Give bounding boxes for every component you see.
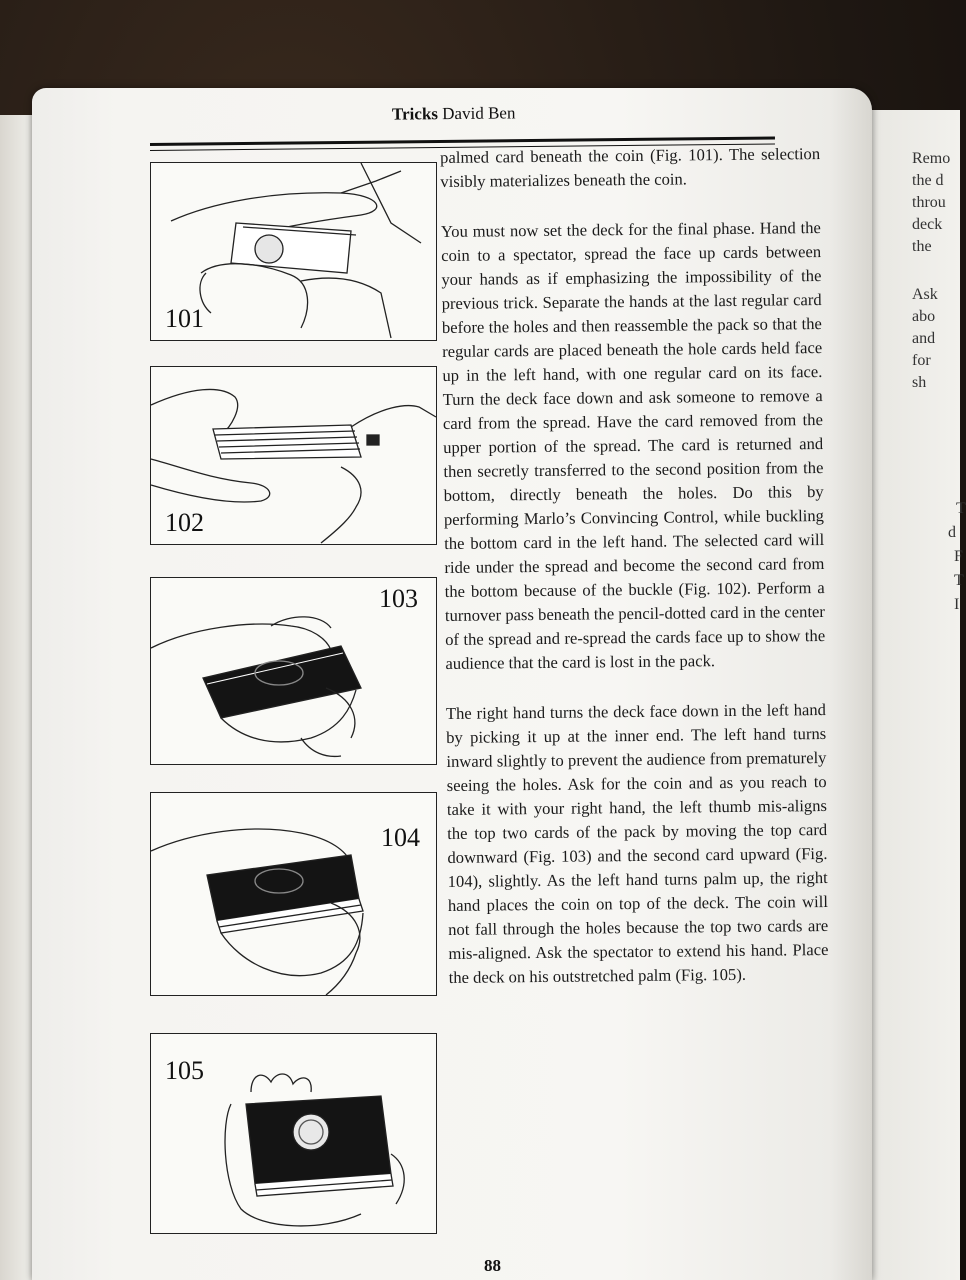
figure-105 [150, 1033, 437, 1234]
figure-number: 101 [165, 304, 204, 333]
facing-fragment: T [954, 572, 964, 589]
figure-number: 102 [165, 508, 204, 537]
facing-fragment: for [912, 352, 931, 369]
facing-fragment: and [912, 330, 936, 347]
facing-fragment: F [954, 548, 963, 565]
facing-fragment: Ask [912, 286, 938, 303]
facing-fragment: d [948, 524, 956, 541]
facing-fragment: abo [912, 308, 936, 325]
facing-fragment: T [956, 500, 966, 517]
figure-number: 105 [165, 1056, 204, 1085]
facing-fragment: deck [912, 216, 943, 233]
facing-fragment: the d [912, 172, 944, 189]
figure-103 [150, 577, 437, 765]
paragraph: You must now set the deck for the final phase. Hand the coin to a spectator, spread the face up cards between your hands as if emphasizing the impossibility of the previous trick. Separate the hands at the last regular card before the holes and then reassemble the pack so that the regular cards are placed beneath the hole cards held face up in the left hand, with one regular card on its face. Turn the deck face down and ask someone to remove a card from the spread. Have the card removed from the upper portion of the spread. The card is returned and then secretly transferred to the second position from the bottom, directly beneath the holes. Do this by performing Marlo’s Convincing Control, while buckling the bottom card in the left hand. The selected card will ride under the spread and become the second card from the bottom because of the buckle (Fig. 102). Perform a turnover pass beneath the pencil-dotted card in the center of the spread and re-spread the cards face up to show the audience that the card is lost in the pack. [440, 218, 826, 673]
header-section: Tricks [391, 104, 439, 124]
header-author: David Ben [442, 103, 516, 124]
facing-page [860, 110, 966, 1280]
page-number: 88 [484, 1256, 501, 1275]
figure-104 [150, 792, 437, 996]
running-header [392, 103, 516, 124]
figure-number: 103 [379, 584, 418, 613]
figure-number: 104 [381, 823, 420, 852]
facing-fragment: sh [912, 374, 927, 391]
figure-102 [150, 366, 437, 545]
facing-fragment: I [954, 596, 960, 613]
paragraph: The right hand turns the deck face down in the left hand by picking it up at the inner end. The left hand turns inward slightly to prevent the audience from prematurely seeing the holes. Ask for the coin and as you reach to take it with your right hand, the left thumb mis-aligns the top two cards of the pack by moving the top card downward (Fig. 103) and the second card upward (Fig. 104), slightly. As the left hand turns palm up, the right hand places the coin on top of the deck. The coin will not fall through the holes because the top two cards are mis-aligned. Ask the spectator to extend his hand. Place the deck on his outstretched palm (Fig. 105). [445, 699, 829, 987]
facing-fragment: Remo [912, 150, 951, 167]
facing-fragment: throu [912, 194, 946, 211]
figure-101 [150, 162, 437, 341]
facing-fragment: the [912, 238, 932, 255]
paragraph: palmed card beneath the coin (Fig. 101). The selection visibly materializes beneath the coin. [440, 144, 821, 191]
body-text [440, 142, 829, 1016]
